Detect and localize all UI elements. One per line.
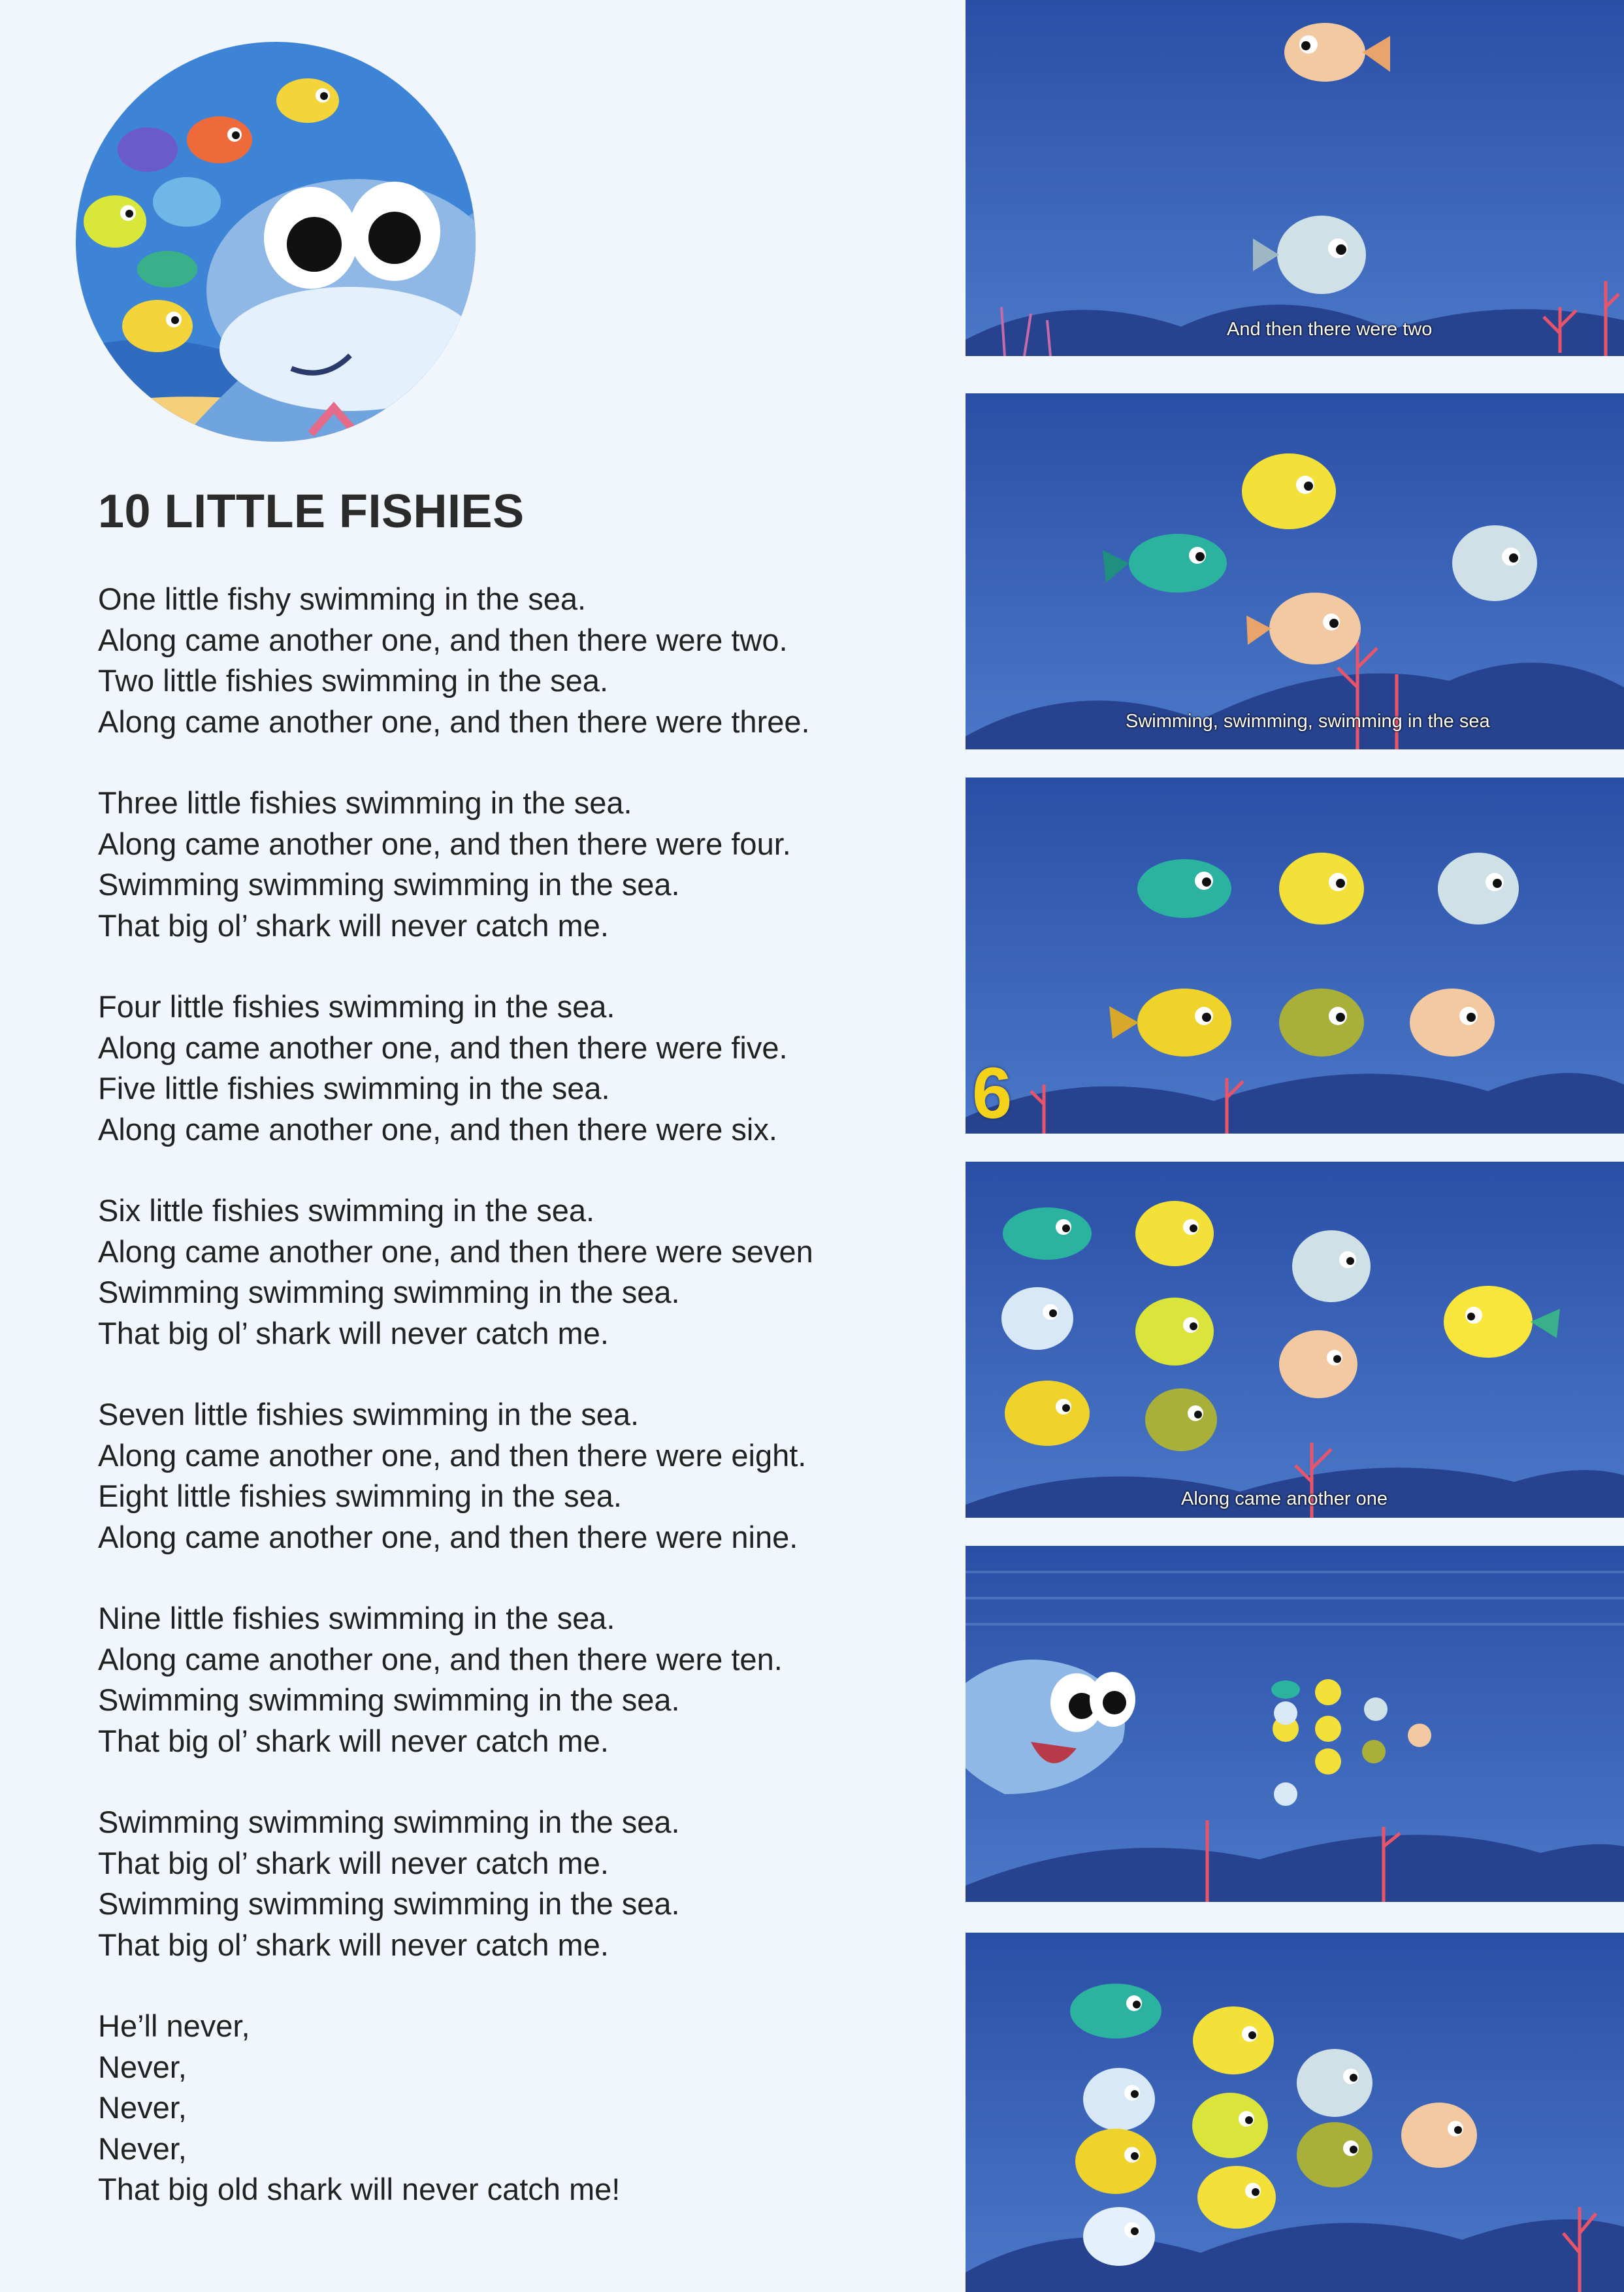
lyrics	[98, 579, 934, 2251]
stanza-2	[98, 783, 934, 946]
subtitle-caption: And then there were two	[1227, 319, 1433, 340]
lyric-line: Never,	[98, 2131, 187, 2166]
lyric-line: That big ol’ shark will never catch me.	[98, 1315, 609, 1351]
lyric-line: Swimming swimming swimming in the sea.	[98, 867, 680, 902]
shark-logo-badge	[76, 42, 476, 442]
sea-scene-image	[966, 1162, 1624, 1518]
lyric-line: Swimming swimming swimming in the sea.	[98, 1275, 680, 1309]
lyric-line: Seven little fishies swimming in the sea.	[98, 1397, 640, 1432]
video-frame-3	[966, 778, 1624, 1134]
lyric-line: Three little fishies swimming in the sea.	[98, 785, 632, 820]
lyric-line: Swimming swimming swimming in the sea.	[98, 1886, 680, 1921]
lyric-line: That big ol’ shark will never catch me.	[98, 1845, 609, 1880]
lyric-line: Swimming swimming swimming in the sea.	[98, 1805, 680, 1839]
stanza-1	[98, 579, 934, 742]
sea-scene-image	[966, 778, 1624, 1134]
lyric-line: Along came another one, and then there were ten.	[98, 1641, 783, 1677]
video-frame-6	[966, 1933, 1624, 2292]
stanza-7	[98, 1802, 934, 1965]
video-frame-2	[966, 393, 1624, 749]
sea-scene-image	[966, 1546, 1624, 1902]
shark-logo-image	[76, 42, 476, 442]
lyric-line: Nine little fishies swimming in the sea.	[98, 1601, 615, 1635]
lyric-line: Along came another one, and then there were seven	[98, 1234, 813, 1269]
lyric-line: He’ll never,	[98, 2008, 250, 2043]
subtitle-caption: Along came another one	[1181, 1488, 1388, 1509]
subtitle-caption: Swimming, swimming, swimming in the sea	[1126, 711, 1490, 732]
lyric-line: Never,	[98, 2090, 187, 2125]
video-frame-1	[966, 0, 1624, 356]
counter-number: 6	[972, 1053, 1013, 1134]
sea-scene-image	[966, 393, 1624, 749]
lyric-line: That big ol’ shark will never catch me.	[98, 1723, 609, 1758]
lyric-line: Along came another one, and then there were eight.	[98, 1437, 807, 1473]
video-frame-5	[966, 1546, 1624, 1902]
lyric-line: Along came another one, and then there were three.	[98, 704, 810, 739]
stanza-6	[98, 1598, 934, 1761]
lyric-line: Along came another one, and then there were six.	[98, 1111, 777, 1147]
sea-scene-image	[966, 1933, 1624, 2292]
song-title: 10 LITTLE FISHIES	[98, 485, 525, 538]
lyric-line: Along came another one, and then there were nine.	[98, 1519, 798, 1554]
lyric-line: Never,	[98, 2049, 187, 2084]
stanza-3	[98, 987, 934, 1150]
lyric-line: Six little fishies swimming in the sea.	[98, 1193, 595, 1228]
video-frame-4	[966, 1162, 1624, 1518]
lyric-line: Four little fishies swimming in the sea.	[98, 989, 615, 1024]
lyric-line: Along came another one, and then there were two.	[98, 622, 788, 657]
lyric-line: One little fishy swimming in the sea.	[98, 581, 587, 616]
lyric-line: Two little fishies swimming in the sea.	[98, 663, 609, 698]
lyric-line: Five little fishies swimming in the sea.	[98, 1071, 610, 1105]
stanza-4	[98, 1190, 934, 1354]
lyric-line: Eight little fishies swimming in the sea.	[98, 1479, 622, 1513]
lyric-line: Swimming swimming swimming in the sea.	[98, 1682, 680, 1717]
stanza-5	[98, 1394, 934, 1558]
lyric-line: That big ol’ shark will never catch me.	[98, 908, 609, 943]
lyric-line: Along came another one, and then there were five.	[98, 1030, 788, 1065]
lyric-line: That big ol’ shark will never catch me.	[98, 1927, 609, 1962]
lyric-line: Along came another one, and then there were four.	[98, 826, 791, 861]
sea-scene-image	[966, 0, 1624, 356]
lyric-line: That big old shark will never catch me!	[98, 2172, 621, 2206]
stanza-8	[98, 2006, 934, 2210]
